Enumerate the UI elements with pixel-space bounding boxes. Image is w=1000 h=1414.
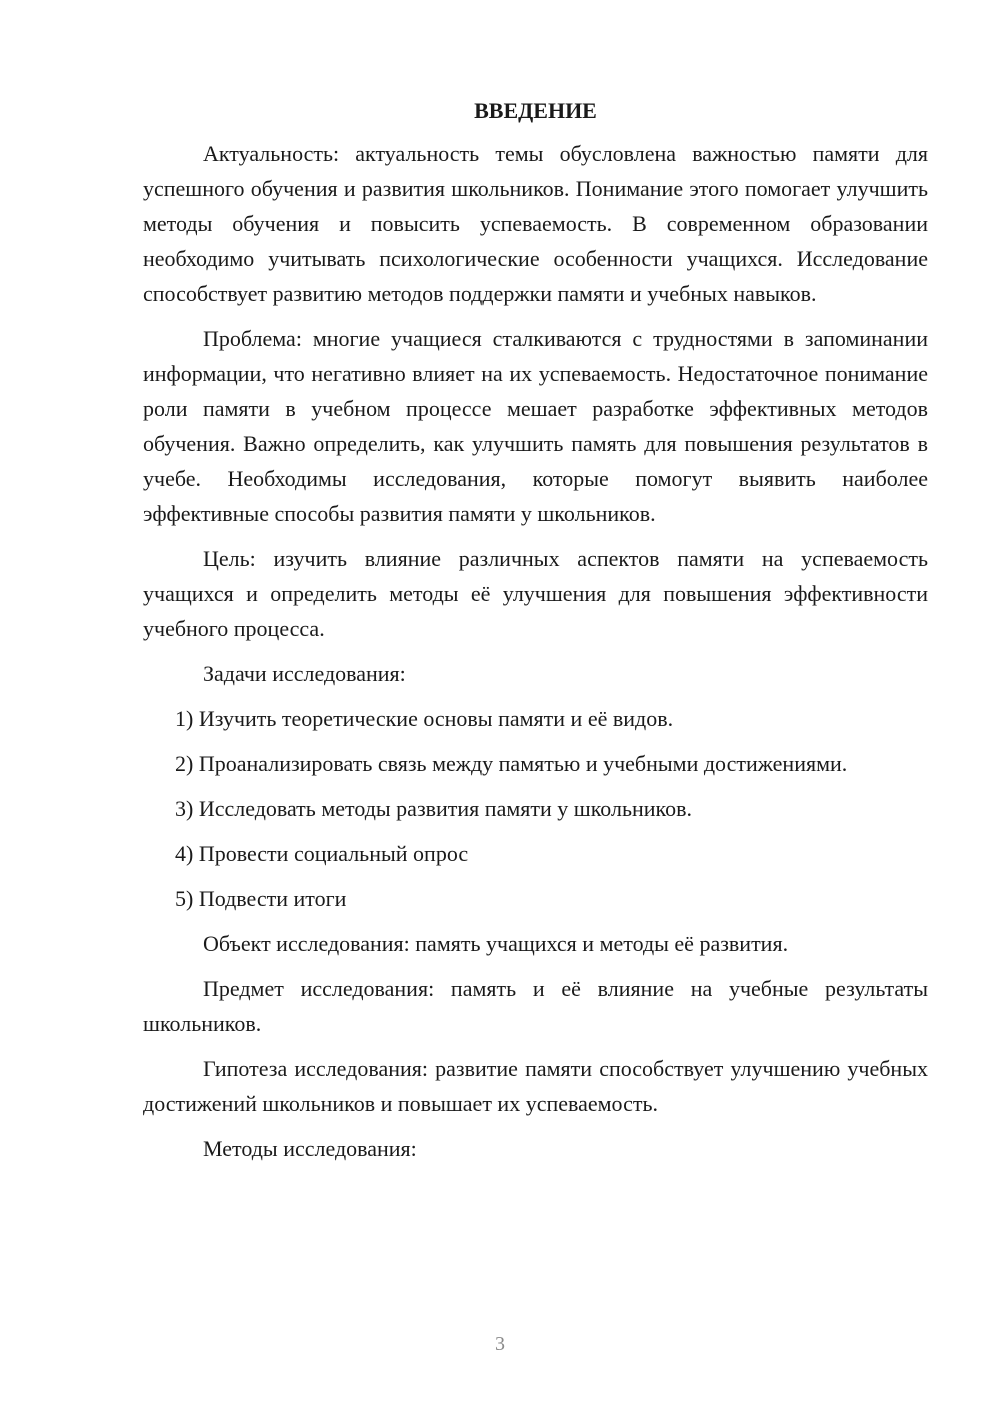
paragraph-object: Объект исследования: память учащихся и методы её развития. [203, 931, 789, 956]
paragraph-relevance: Актуальность: актуальность темы обусловлена важностью памяти для успешного обучения и развития школьников. Понимание этого помогает улучшить методы обучения и повысить успеваемость. В современном образовании необходимо учитывать психологические особенности учащихся. Исследование способствует развитию методов поддержки памяти и учебных навыков. [143, 141, 928, 306]
task-item: 1) Изучить теоретические основы памяти и её видов. [175, 706, 674, 731]
paragraph-hypothesis: Гипотеза исследования: развитие памяти способствует улучшению учебных достижений школьников и повышает их успеваемость. [143, 1056, 928, 1116]
paragraph-goal: Цель: изучить влияние различных аспектов памяти на успеваемость учащихся и определить методы её улучшения для повышения эффективности учебного процесса. [143, 546, 928, 641]
section-title: ВВЕДЕНИЕ [474, 98, 597, 123]
task-item: 4) Провести социальный опрос [175, 841, 469, 866]
task-item: 3) Исследовать методы развития памяти у школьников. [175, 796, 693, 821]
paragraph-methods-heading: Методы исследования: [203, 1136, 417, 1161]
paragraph-tasks-heading: Задачи исследования: [203, 661, 406, 686]
paragraph-subject: Предмет исследования: память и её влияние на учебные результаты школьников. [143, 976, 928, 1036]
task-item: 5) Подвести итоги [175, 886, 347, 911]
task-item: 2) Проанализировать связь между памятью и учебными достижениями. [175, 751, 848, 776]
page-number: 3 [495, 1333, 505, 1355]
paragraph-problem: Проблема: многие учащиеся сталкиваются с трудностями в запоминании информации, что негативно влияет на их успеваемость. Недостаточное понимание роли памяти в учебном процессе мешает разработке эффективных методов обучения. Важно определить, как улучшить память для повышения результатов в учебе. Необходимы исследования, которые помогут выявить наиболее эффективные способы развития памяти у школьников. [143, 326, 928, 526]
page-content [143, 96, 928, 1176]
